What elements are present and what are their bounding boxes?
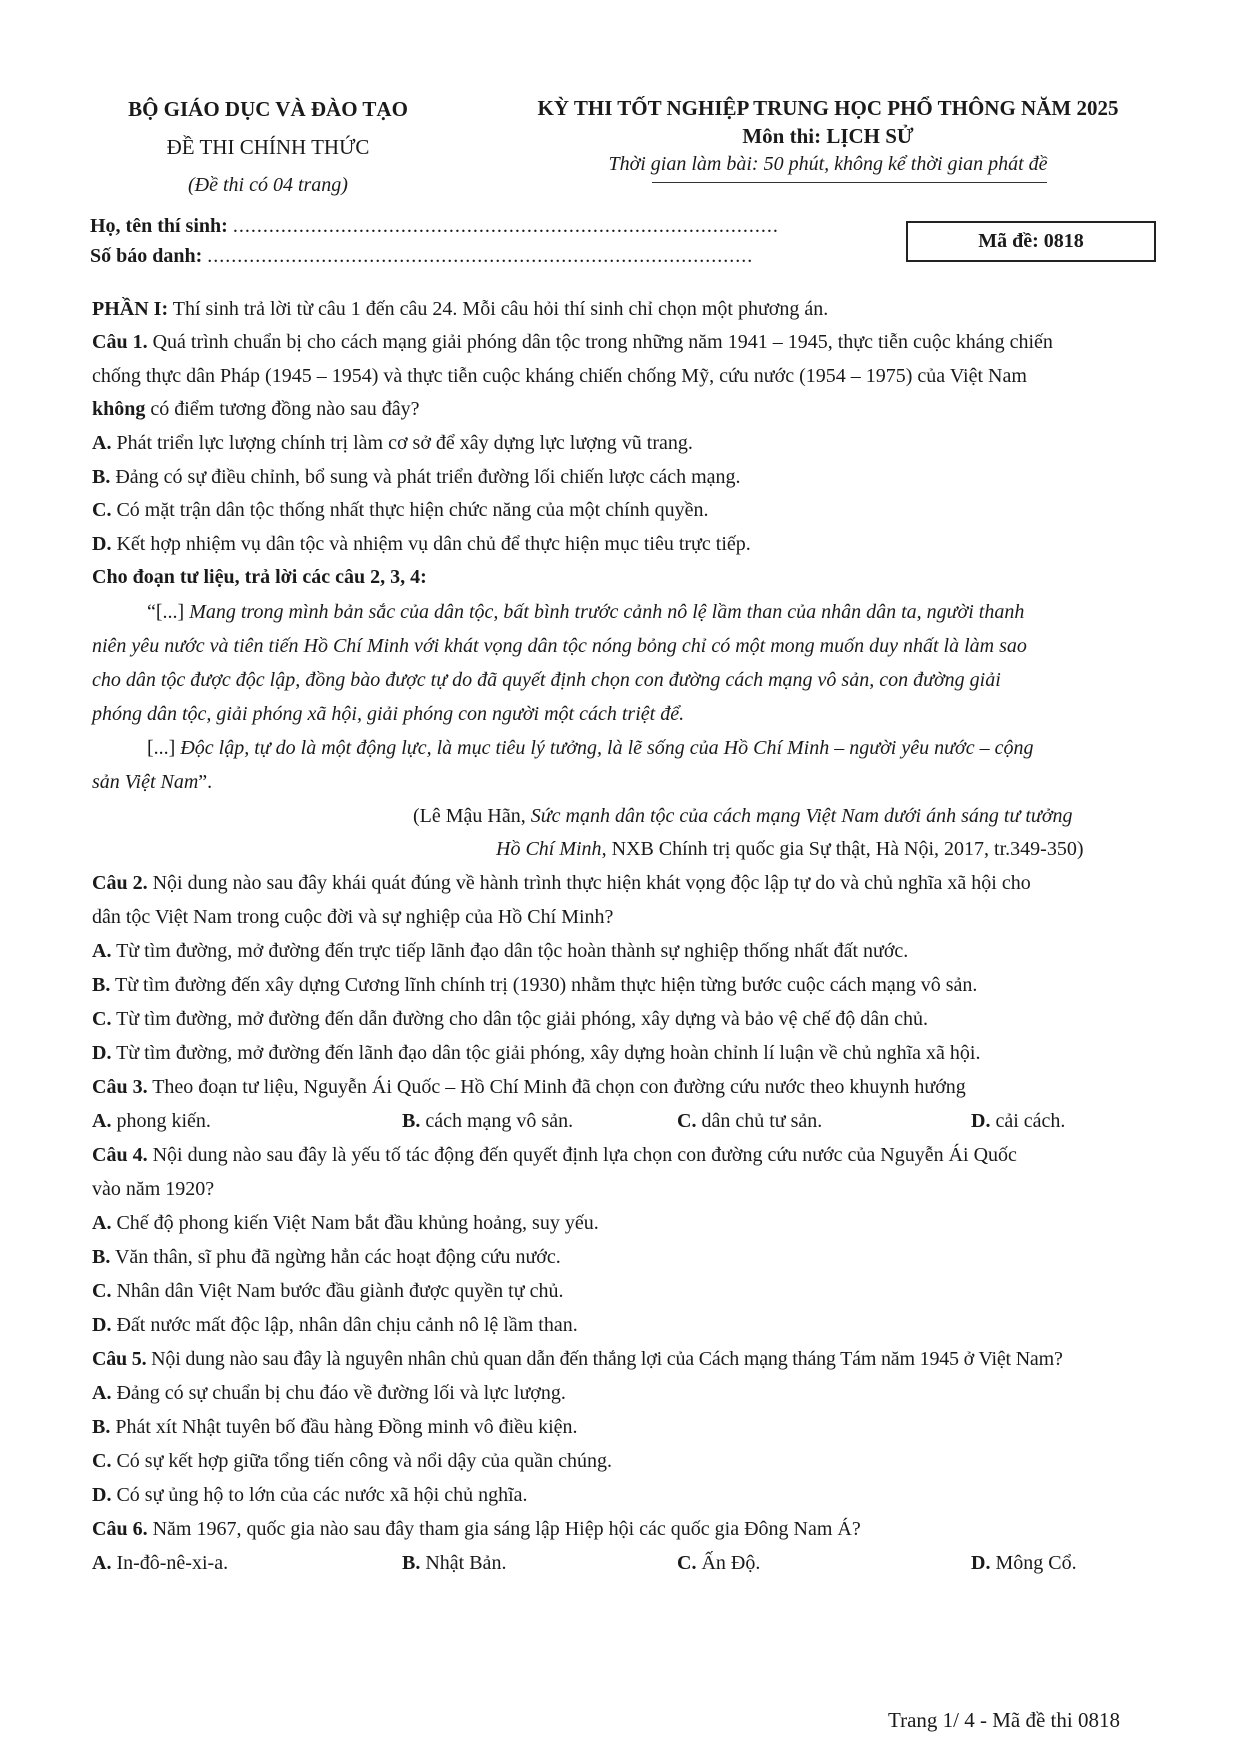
q2-line-2: dân tộc Việt Nam trong cuộc đời và sự nghiệp của Hồ Chí Minh? [92,906,614,928]
q1-text-1: Quá trình chuẩn bị cho cách mạng giải phóng dân tộc trong những năm 1941 – 1945, thực tiễn cuộc kháng chiến [147,331,1053,353]
q2-line-1 [92,873,1031,893]
exam-title: KỲ THI TỐT NGHIỆP TRUNG HỌC PHỔ THÔNG NĂM 2025 [537,96,1119,120]
passage-p1-text-1: Mang trong mình bản sắc của dân tộc, bất bình trước cảnh nô lệ lầm than của nhân dân ta, người thanh [189,601,1025,623]
option-label-c: C. [92,499,112,521]
q2-option-b-text: Từ tìm đường đến xây dựng Cương lĩnh chính trị (1930) nhằm thực hiện từng bước cuộc cách mạng vô sản. [114,974,978,996]
q3-option-c-text: dân chủ tư sản. [701,1110,823,1132]
q2-option-d-text: Từ tìm đường, mở đường đến lãnh đạo dân tộc giải phóng, xây dựng hoàn chỉnh lí luận về chủ nghĩa xã hội. [116,1042,981,1064]
q1-line-1 [92,332,1053,352]
part1-instruction [92,299,828,319]
q2-text-1: Nội dung nào sau đây khái quát đúng về hành trình thực hiện khát vọng độc lập tự do và chủ nghĩa xã hội cho [147,872,1031,894]
q5-option-b[interactable] [92,1417,578,1437]
option-label-b: B. [92,1416,111,1438]
q1-line-3 [92,399,420,419]
q1-option-a-text: Phát triển lực lượng chính trị làm cơ sở để xây dựng lực lượng vũ trang. [116,432,693,454]
p2-open: [...] [147,737,181,759]
passage-p2-text-2: sản Việt Nam [92,771,199,793]
q6-option-c-text: Ấn Độ. [701,1552,761,1574]
option-label-b: B. [402,1110,421,1132]
q1-option-c-text: Có mặt trận dân tộc thống nhất thực hiện chức năng của một chính quyền. [116,499,709,521]
quote-close: ”. [198,771,213,793]
option-label-d: D. [971,1552,991,1574]
q5-text-1: Nội dung nào sau đây là nguyên nhân chủ quan dẫn đến thắng lợi của Cách mạng tháng Tám năm 1945 ở Việt Nam? [146,1348,1063,1370]
q3-option-a[interactable] [92,1111,211,1131]
candidate-id-dots: ........................................................................................... [207,245,754,267]
option-label-d: D. [92,1042,112,1064]
passage-p1-line-4: phóng dân tộc, giải phóng xã hội, giải phóng con người một cách triệt để. [92,703,685,725]
option-label-b: B. [92,466,111,488]
q1-option-c[interactable] [92,500,709,520]
q3-option-d[interactable] [971,1111,1065,1131]
q1-option-b-text: Đảng có sự điều chỉnh, bổ sung và phát triển đường lối chiến lược cách mạng. [115,466,741,488]
option-label-d: D. [92,1314,112,1336]
source-publisher: , NXB Chính trị quốc gia Sự thật, Hà Nội, 2017, tr.349-350) [601,838,1084,860]
q4-option-c-text: Nhân dân Việt Nam bước đầu giành được quyền tự chủ. [116,1280,564,1302]
candidate-name-label: Họ, tên thí sinh: [90,215,228,237]
candidate-id-label: Số báo danh: [90,245,203,267]
q1-option-a[interactable] [92,433,693,453]
exam-code-box: Mã đề: 0818 [906,221,1156,262]
part1-text: Thí sinh trả lời từ câu 1 đến câu 24. Mỗi câu hỏi thí sinh chỉ chọn một phương án. [168,298,829,320]
exam-subject: Môn thi: LỊCH SỬ [742,124,914,148]
q6-option-b-text: Nhật Bản. [425,1552,507,1574]
source-title-2: Hồ Chí Minh [496,838,602,860]
q3-text-1: Theo đoạn tư liệu, Nguyễn Ái Quốc – Hồ Chí Minh đã chọn con đường cứu nước theo khuynh hướng [147,1076,966,1098]
option-label-c: C. [92,1280,112,1302]
option-label-a: A. [92,940,112,962]
q2-option-c-text: Từ tìm đường, mở đường đến dẫn đường cho dân tộc giải phóng, xây dựng và bảo vệ chế độ dân chủ. [116,1008,928,1030]
option-label-d: D. [971,1110,991,1132]
ministry-name: BỘ GIÁO DỤC VÀ ĐÀO TẠO [128,97,408,121]
passage-p2-line-1 [147,738,1033,758]
option-label-c: C. [677,1552,697,1574]
option-label-c: C. [92,1450,112,1472]
q1-text-3: có điểm tương đồng nào sau đây? [145,398,420,420]
q1-option-d-text: Kết hợp nhiệm vụ dân tộc và nhiệm vụ dân chủ để thực hiện mục tiêu trực tiếp. [116,533,751,555]
q6-label: Câu 6. [92,1518,148,1540]
part1-label: PHẦN I: [92,298,169,320]
q6-line-1 [92,1519,861,1539]
q4-option-d[interactable] [92,1315,578,1335]
q5-option-d[interactable] [92,1485,528,1505]
time-note: Thời gian làm bài: 50 phút, không kể thời gian phát đề [608,153,1048,175]
candidate-name-row [90,215,779,238]
q4-text-1: Nội dung nào sau đây là yếu tố tác động đến quyết định lựa chọn con đường cứu nước của Nguyễn Ái Quốc [147,1144,1017,1166]
quote-open: “[...] [147,601,190,623]
candidate-id-row [90,245,753,268]
q1-option-b[interactable] [92,467,741,487]
passage-p2-line-2 [92,772,212,792]
q5-option-a-text: Đảng có sự chuẩn bị chu đáo về đường lối và lực lượng. [116,1382,566,1404]
q3-option-b[interactable] [402,1111,573,1131]
q4-option-b-text: Văn thân, sĩ phu đã ngừng hẳn các hoạt động cứu nước. [114,1246,561,1268]
q1-option-d[interactable] [92,534,751,554]
q5-line-1 [92,1349,1063,1369]
passage-source-line-2 [496,839,1083,859]
q6-option-b[interactable] [402,1553,506,1573]
q5-option-b-text: Phát xít Nhật tuyên bố đầu hàng Đồng minh vô điều kiện. [115,1416,578,1438]
q4-option-d-text: Đất nước mất độc lập, nhân dân chịu cảnh nô lệ lầm than. [116,1314,578,1336]
q6-option-a[interactable] [92,1553,228,1573]
q6-option-a-text: In-đô-nê-xi-a. [116,1552,229,1574]
q3-label: Câu 3. [92,1076,148,1098]
q5-label: Câu 5. [92,1348,147,1370]
q4-option-c[interactable] [92,1281,563,1301]
q2-option-a[interactable] [92,941,908,961]
q6-option-c[interactable] [677,1553,760,1573]
passage-heading: Cho đoạn tư liệu, trả lời các câu 2, 3, 4: [92,566,427,588]
passage-p1-line-1 [147,602,1024,622]
option-label-a: A. [92,1382,112,1404]
passage-p2-text-1: Độc lập, tự do là một động lực, là mục tiêu lý tưởng, là lẽ sống của Hồ Chí Minh – người yêu nước – cộng [180,737,1034,759]
option-label-b: B. [92,1246,111,1268]
q4-line-1 [92,1145,1017,1165]
q3-option-b-text: cách mạng vô sản. [425,1110,574,1132]
pages-note: (Đề thi có 04 trang) [188,174,348,196]
q3-line-1 [92,1077,966,1097]
option-label-c: C. [92,1008,112,1030]
q5-option-d-text: Có sự ủng hộ to lớn của các nước xã hội chủ nghĩa. [116,1484,528,1506]
q5-option-c[interactable] [92,1451,612,1471]
option-label-b: B. [92,974,111,996]
q3-option-c[interactable] [677,1111,822,1131]
q2-option-c[interactable] [92,1009,928,1029]
option-label-a: A. [92,1212,112,1234]
option-label-a: A. [92,432,112,454]
q2-label: Câu 2. [92,872,148,894]
q4-line-2: vào năm 1920? [92,1178,215,1200]
option-label-a: A. [92,1110,112,1132]
q6-option-d-text: Mông Cổ. [995,1552,1077,1574]
header-underline [652,182,1047,183]
q1-label: Câu 1. [92,331,148,353]
q5-option-c-text: Có sự kết hợp giữa tổng tiến công và nổi dậy của quần chúng. [116,1450,612,1472]
q1-emphasis: không [92,398,146,420]
q4-option-a-text: Chế độ phong kiến Việt Nam bắt đầu khủng hoảng, suy yếu. [116,1212,599,1234]
option-label-a: A. [92,1552,112,1574]
q3-option-a-text: phong kiến. [116,1110,211,1132]
q4-option-b[interactable] [92,1247,561,1267]
q6-text-1: Năm 1967, quốc gia nào sau đây tham gia sáng lập Hiệp hội các quốc gia Đông Nam Á? [147,1518,861,1540]
q2-option-a-text: Từ tìm đường, mở đường đến trực tiếp lãnh đạo dân tộc hoàn thành sự nghiệp thống nhất đất nước. [116,940,909,962]
passage-p1-line-3: cho dân tộc được độc lập, đồng bào được tự do đã quyết định chọn con đường cách mạng vô sản, con đường giải [92,669,1001,691]
q4-option-a[interactable] [92,1213,599,1233]
page-footer: Trang 1/ 4 - Mã đề thi 0818 [888,1708,1120,1732]
source-title-1: Sức mạnh dân tộc của cách mạng Việt Nam dưới ánh sáng tư tưởng [530,805,1073,827]
option-label-d: D. [92,533,112,555]
passage-p1-line-2: niên yêu nước và tiên tiến Hồ Chí Minh với khát vọng dân tộc nóng bỏng chỉ có một mong muốn duy nhất là làm sao [92,635,1027,657]
q5-option-a[interactable] [92,1383,566,1403]
q1-line-2: chống thực dân Pháp (1945 – 1954) và thực tiễn cuộc kháng chiến chống Mỹ, cứu nước (1954 – 1975) của Việt Nam [92,365,1027,387]
q2-option-d[interactable] [92,1043,980,1063]
option-label-c: C. [677,1110,697,1132]
candidate-name-dots: ........................................................................................... [232,215,779,237]
option-label-b: B. [402,1552,421,1574]
q6-option-d[interactable] [971,1553,1077,1573]
option-label-d: D. [92,1484,112,1506]
source-author: (Lê Mậu Hãn, [413,805,531,827]
official-exam-label: ĐỀ THI CHÍNH THỨC [166,135,370,159]
q4-label: Câu 4. [92,1144,148,1166]
passage-source-line-1 [413,806,1073,826]
q2-option-b[interactable] [92,975,977,995]
q3-option-d-text: cải cách. [995,1110,1066,1132]
